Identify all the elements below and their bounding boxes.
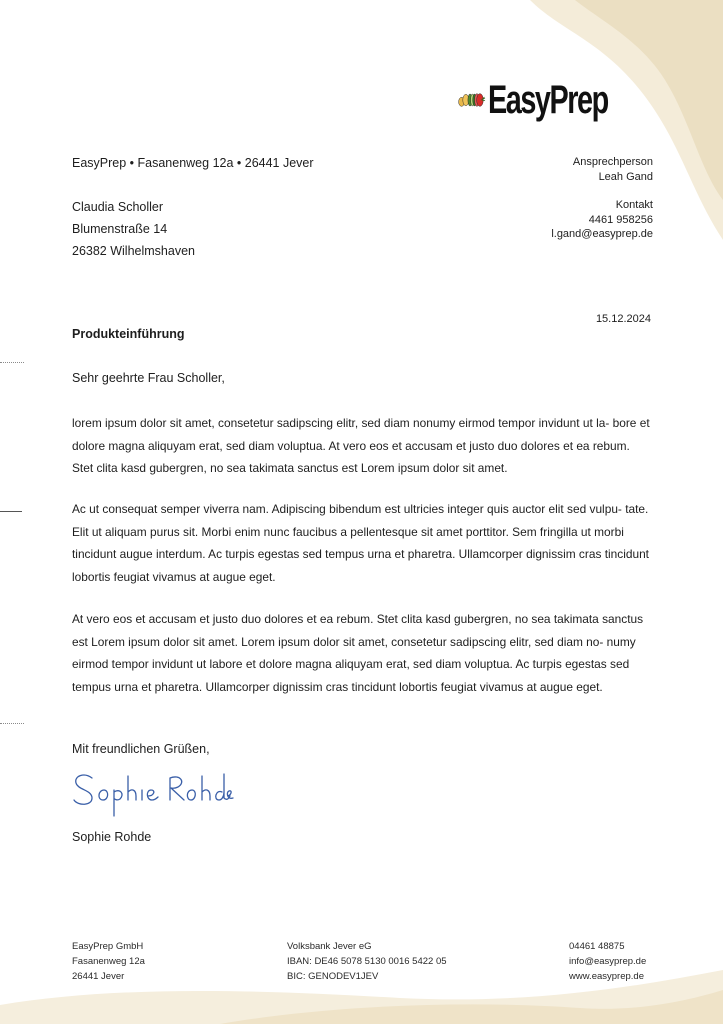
contact-label: Kontakt — [615, 199, 653, 211]
footer-company-street: Fasanenweg 12a — [72, 956, 145, 967]
company-logo — [458, 72, 654, 128]
contact-person-name: Leah Gand — [598, 170, 653, 183]
signer-name: Sophie Rohde — [72, 830, 152, 844]
closing-phrase: Mit freundlichen Grüßen, — [72, 742, 210, 756]
signature-icon — [70, 768, 235, 823]
footer-phone: 04461 48875 — [569, 941, 625, 952]
contact-block — [551, 155, 653, 242]
handwritten-signature — [70, 768, 235, 828]
recipient-name: Claudia Scholler — [72, 200, 164, 214]
contact-phone: 4461 958256 — [588, 213, 653, 226]
recipient-city: 26382 Wilhelmshaven — [72, 244, 195, 258]
contact-person-label: Ansprechperson — [572, 156, 653, 168]
body-paragraph-3: At vero eos et accusam et justo duo dolores et ea rebum. Stet clita kasd gubergren, no sea takimata sanctus est Lorem ipsum dolor sit amet. Lorem ipsum dolor sit amet, consetetur sadipscing elitr, sed diam no- numy eirmod tempor invidunt ut labore et dolore magna aliquyam erat, sed diam voluptua. Ac turpis egestas sed tempus urna et pharetra. Ullamcorper dignissim cras tincidunt lobortis feugiat vivamus at augue eget. — [72, 612, 644, 694]
salutation: Sehr geehrte Frau Scholler, — [72, 371, 225, 385]
fold-mark-top — [0, 362, 24, 363]
footer-company — [72, 939, 145, 984]
footer-bank — [287, 939, 447, 984]
sender-return-address: EasyPrep • Fasanenweg 12a • 26441 Jever — [72, 156, 314, 170]
footer-bic: BIC: GENODEV1JEV — [287, 971, 379, 982]
footer-iban: IBAN: DE46 5078 5130 0016 5422 05 — [287, 956, 447, 967]
recipient-street: Blumenstraße 14 — [72, 222, 168, 236]
fold-mark-bottom — [0, 723, 24, 724]
footer-company-city: 26441 Jever — [72, 971, 125, 982]
letter-date: 15.12.2024 — [595, 313, 651, 325]
punch-mark — [0, 511, 22, 512]
footer-website: www.easyprep.de — [569, 971, 644, 982]
letter-subject: Produkteinführung — [72, 327, 185, 341]
vegetable-slices-icon — [458, 72, 486, 128]
footer-company-name: EasyPrep GmbH — [72, 941, 144, 952]
contact-email: l.gand@easyprep.de — [551, 228, 653, 240]
footer-email: info@easyprep.de — [569, 956, 647, 967]
recipient-address — [72, 196, 195, 262]
body-paragraph-1: lorem ipsum dolor sit amet, consetetur sadipscing elitr, sed diam nonumy eirmod tempor invidunt ut la- bore et dolore magna aliquyam erat, sed diam voluptua. At vero eos et accusam et justo duo dolores et ea rebum. Stet clita kasd gubergren, no sea takimata sanctus est Lorem ipsum dolor sit amet. — [72, 416, 650, 475]
body-paragraph-2: Ac ut consequat semper viverra nam. Adipiscing bibendum est ultricies integer quis auctor elit sed vulpu- tate. Elit ut aliquam purus sit. Morbi enim nunc faucibus a pellentesque sit amet porttitor. Sem fringilla ut morbi tincidunt augue interdum. Ac turpis egestas sed tempus urna et pharetra. Ullamcorper dignissim cras tincidunt lobortis feugiat vivamus at augue eget. — [72, 502, 649, 584]
footer-bank-name: Volksbank Jever eG — [287, 941, 372, 952]
footer-contact — [569, 939, 646, 984]
logo-wordmark: EasyPrep — [487, 78, 608, 122]
